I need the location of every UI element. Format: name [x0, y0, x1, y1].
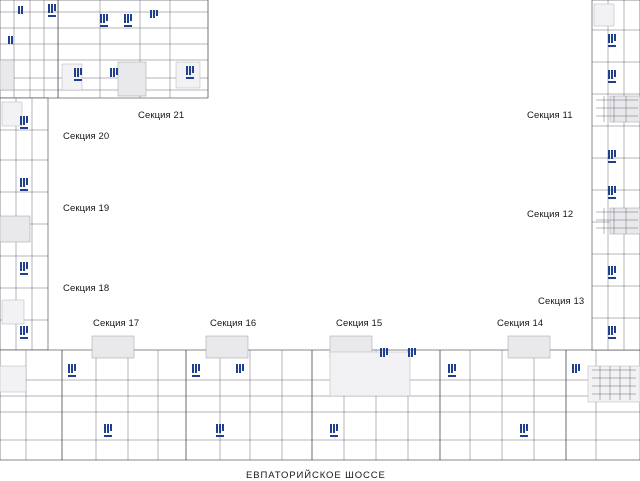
section-label-14: Секция 14 [497, 318, 544, 329]
section-label-11: Секция 11 [527, 110, 573, 121]
wing-left [0, 98, 48, 350]
wing-bottom [0, 336, 640, 460]
wing-top-left [0, 0, 208, 98]
section-label-18: Секция 18 [63, 283, 110, 294]
section-label-21: Секция 21 [138, 110, 185, 121]
section-label-20: Секция 20 [63, 131, 110, 142]
wing-right [592, 0, 640, 350]
section-label-13: Секция 13 [538, 296, 585, 307]
section-label-19: Секция 19 [63, 203, 110, 214]
section-label-12: Секция 12 [527, 209, 574, 220]
section-label-15: Секция 15 [336, 318, 383, 329]
section-label-17: Секция 17 [93, 318, 140, 329]
section-label-16: Секция 16 [210, 318, 257, 329]
street-name-label: ЕВПАТОРИЙСКОЕ ШОССЕ [246, 470, 386, 481]
